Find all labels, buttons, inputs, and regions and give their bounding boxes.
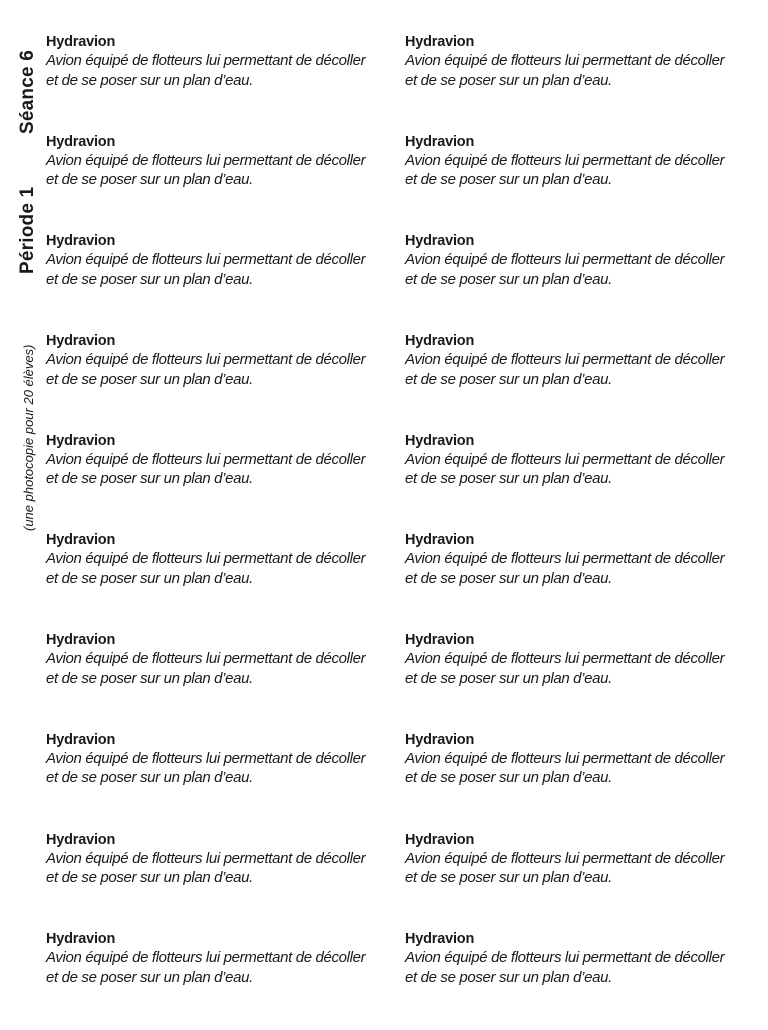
vocabulary-card bbox=[46, 531, 405, 631]
vocabulary-card bbox=[405, 432, 735, 532]
vocabulary-card bbox=[46, 432, 405, 532]
photocopy-note: (une photocopie pour 20 élèves) bbox=[21, 344, 36, 531]
vocabulary-card bbox=[405, 232, 735, 332]
card-definition: Avion équipé de flotteurs lui permettant de décoller et de se poser sur un plan d’eau. bbox=[405, 849, 725, 886]
vocabulary-card bbox=[46, 133, 405, 233]
card-term: Hydravion bbox=[405, 931, 475, 948]
vocabulary-card bbox=[405, 731, 735, 831]
card-term: Hydravion bbox=[405, 233, 475, 250]
vocabulary-card bbox=[46, 930, 405, 1030]
card-term: Hydravion bbox=[46, 133, 116, 150]
card-term: Hydravion bbox=[405, 133, 475, 150]
card-term: Hydravion bbox=[405, 731, 475, 748]
card-definition: Avion équipé de flotteurs lui permettant de décoller et de se poser sur un plan d’eau. bbox=[46, 650, 366, 687]
card-definition: Avion équipé de flotteurs lui permettant de décoller et de se poser sur un plan d’eau. bbox=[46, 52, 366, 89]
card-definition: Avion équipé de flotteurs lui permettant de décoller et de se poser sur un plan d’eau. bbox=[46, 749, 366, 787]
vocabulary-card-grid bbox=[46, 33, 746, 1030]
card-term: Hydravion bbox=[46, 731, 116, 748]
card-term: Hydravion bbox=[46, 34, 116, 50]
card-term: Hydravion bbox=[46, 233, 116, 250]
vocabulary-card bbox=[405, 332, 735, 432]
card-term: Hydravion bbox=[405, 632, 475, 649]
card-definition: Avion équipé de flotteurs lui permettant de décoller et de se poser sur un plan d’eau. bbox=[405, 251, 725, 288]
vocabulary-card bbox=[405, 930, 735, 1030]
card-term: Hydravion bbox=[405, 432, 475, 449]
card-term: Hydravion bbox=[405, 333, 475, 350]
card-definition: Avion équipé de flotteurs lui permettant de décoller et de se poser sur un plan d’eau. bbox=[405, 151, 725, 189]
vocabulary-card bbox=[405, 831, 735, 931]
vocabulary-card bbox=[46, 232, 405, 332]
card-definition: Avion équipé de flotteurs lui permettant de décoller et de se poser sur un plan d’eau. bbox=[46, 949, 366, 986]
card-definition: Avion équipé de flotteurs lui permettant de décoller et de se poser sur un plan d’eau. bbox=[405, 949, 725, 986]
vocabulary-card bbox=[46, 731, 405, 831]
vocabulary-card bbox=[46, 831, 405, 931]
card-term: Hydravion bbox=[46, 632, 116, 649]
card-definition: Avion équipé de flotteurs lui permettant de décoller et de se poser sur un plan d’eau. bbox=[405, 450, 725, 488]
session-label: Séance 6 bbox=[17, 50, 38, 134]
card-definition: Avion équipé de flotteurs lui permettant de décoller et de se poser sur un plan d’eau. bbox=[405, 550, 725, 587]
card-definition: Avion équipé de flotteurs lui permettant de décoller et de se poser sur un plan d’eau. bbox=[405, 52, 725, 89]
vocabulary-card bbox=[405, 33, 735, 133]
card-definition: Avion équipé de flotteurs lui permettant de décoller et de se poser sur un plan d’eau. bbox=[46, 251, 366, 288]
vocabulary-card bbox=[46, 631, 405, 731]
vocabulary-card bbox=[405, 133, 735, 233]
card-term: Hydravion bbox=[46, 931, 116, 948]
vocabulary-card bbox=[46, 332, 405, 432]
vocabulary-card bbox=[405, 631, 735, 731]
card-term: Hydravion bbox=[405, 34, 475, 50]
side-labels bbox=[0, 0, 46, 1024]
card-definition: Avion équipé de flotteurs lui permettant de décoller et de se poser sur un plan d’eau. bbox=[405, 650, 725, 687]
card-definition: Avion équipé de flotteurs lui permettant de décoller et de se poser sur un plan d’eau. bbox=[405, 749, 725, 787]
card-definition: Avion équipé de flotteurs lui permettant de décoller et de se poser sur un plan d’eau. bbox=[46, 450, 366, 488]
card-term: Hydravion bbox=[405, 831, 475, 848]
card-definition: Avion équipé de flotteurs lui permettant de décoller et de se poser sur un plan d’eau. bbox=[46, 550, 366, 587]
card-term: Hydravion bbox=[46, 831, 116, 848]
card-definition: Avion équipé de flotteurs lui permettant de décoller et de se poser sur un plan d’eau. bbox=[46, 351, 366, 388]
card-term: Hydravion bbox=[405, 532, 475, 549]
card-term: Hydravion bbox=[46, 432, 116, 449]
card-definition: Avion équipé de flotteurs lui permettant de décoller et de se poser sur un plan d’eau. bbox=[46, 849, 366, 886]
card-term: Hydravion bbox=[46, 333, 116, 350]
period-label: Période 1 bbox=[17, 186, 38, 274]
vocabulary-card bbox=[46, 33, 405, 133]
card-term: Hydravion bbox=[46, 532, 116, 549]
vocabulary-card bbox=[405, 531, 735, 631]
card-definition: Avion équipé de flotteurs lui permettant de décoller et de se poser sur un plan d’eau. bbox=[46, 151, 366, 189]
card-definition: Avion équipé de flotteurs lui permettant de décoller et de se poser sur un plan d’eau. bbox=[405, 351, 725, 388]
